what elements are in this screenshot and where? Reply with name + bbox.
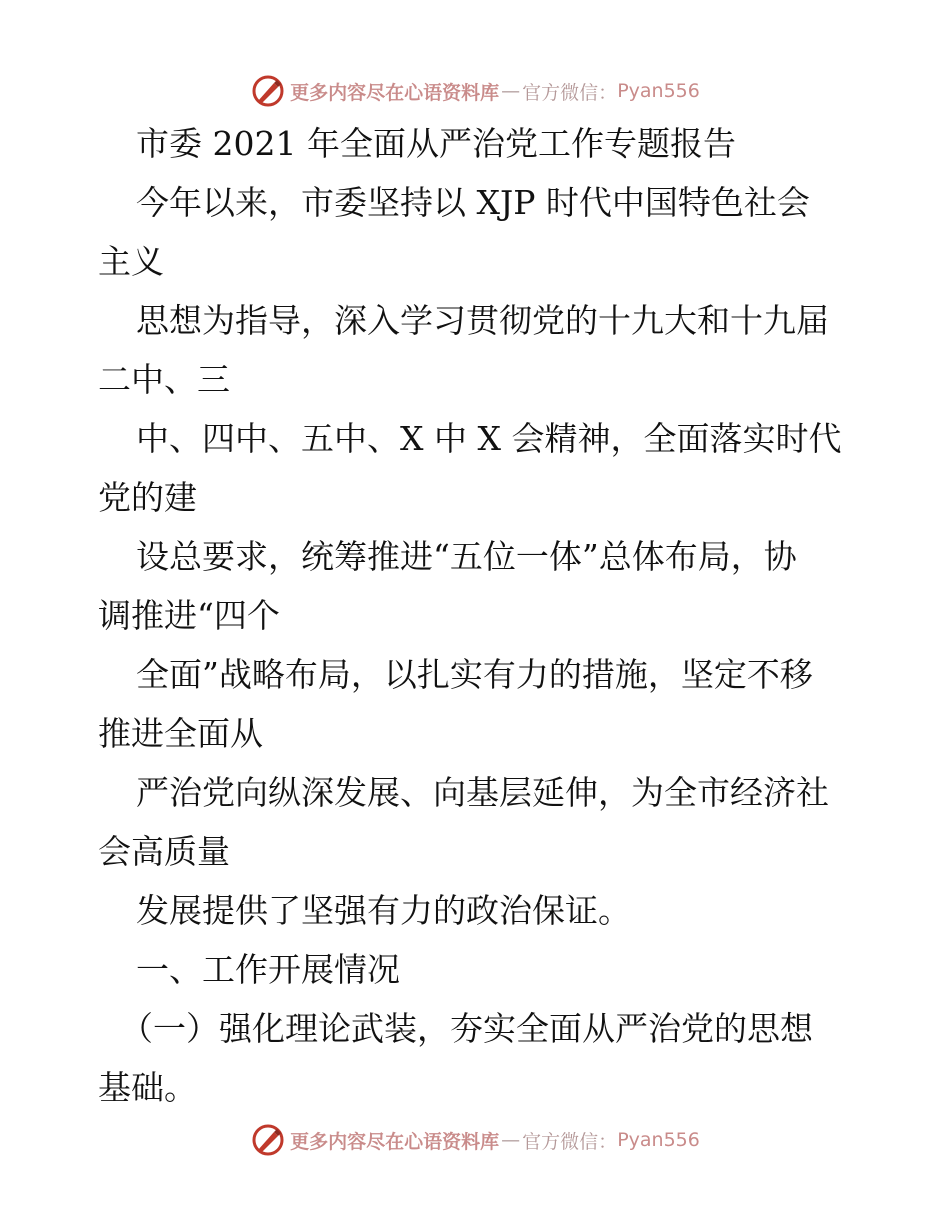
paragraph-line: 会高质量	[98, 832, 230, 871]
subsection-heading: （一）强化理论武装，夯实全面从严治党的思想	[120, 1009, 813, 1048]
paragraph-line: 发展提供了坚强有力的政治保证。	[136, 891, 631, 930]
paragraph-line: 全面”战略布局，以扎实有力的措施，坚定不移	[136, 655, 813, 694]
watermark-dash: —	[501, 1129, 521, 1151]
paragraph-line: 调推进“四个	[98, 596, 280, 635]
watermark-dash: —	[501, 80, 521, 102]
paragraph-line: 主义	[98, 242, 164, 281]
watermark-text: 更多内容尽在心语资料库	[290, 81, 500, 104]
document-title: 市委 2021 年全面从严治党工作专题报告	[136, 124, 736, 163]
pen-logo-icon	[250, 1122, 286, 1158]
paragraph-line: 党的建	[98, 478, 197, 517]
paragraph-line: 思想为指导，深入学习贯彻党的十九大和十九届	[136, 301, 829, 340]
watermark-footer	[0, 1120, 950, 1160]
watermark-id: Pyan556	[617, 1129, 700, 1151]
paragraph-line: 基础。	[98, 1068, 197, 1107]
watermark-id: Pyan556	[617, 80, 700, 102]
paragraph-line: 严治党向纵深发展、向基层延伸，为全市经济社	[136, 773, 829, 812]
paragraph-line: 设总要求，统筹推进“五位一体”总体布局，协	[136, 537, 797, 576]
watermark-label: 官方微信：	[522, 1130, 618, 1153]
paragraph-line: 推进全面从	[98, 714, 263, 753]
paragraph-line: 二中、三	[98, 360, 230, 399]
section-heading: 一、工作开展情况	[136, 950, 400, 989]
watermark-label: 官方微信：	[522, 81, 618, 104]
pen-logo-icon	[250, 73, 286, 109]
watermark-header	[0, 71, 950, 111]
paragraph-line: 今年以来，市委坚持以 XJP 时代中国特色社会	[136, 183, 810, 222]
watermark-text: 更多内容尽在心语资料库	[290, 1130, 500, 1153]
paragraph-line: 中、四中、五中、X 中 X 会精神，全面落实时代	[136, 419, 842, 458]
